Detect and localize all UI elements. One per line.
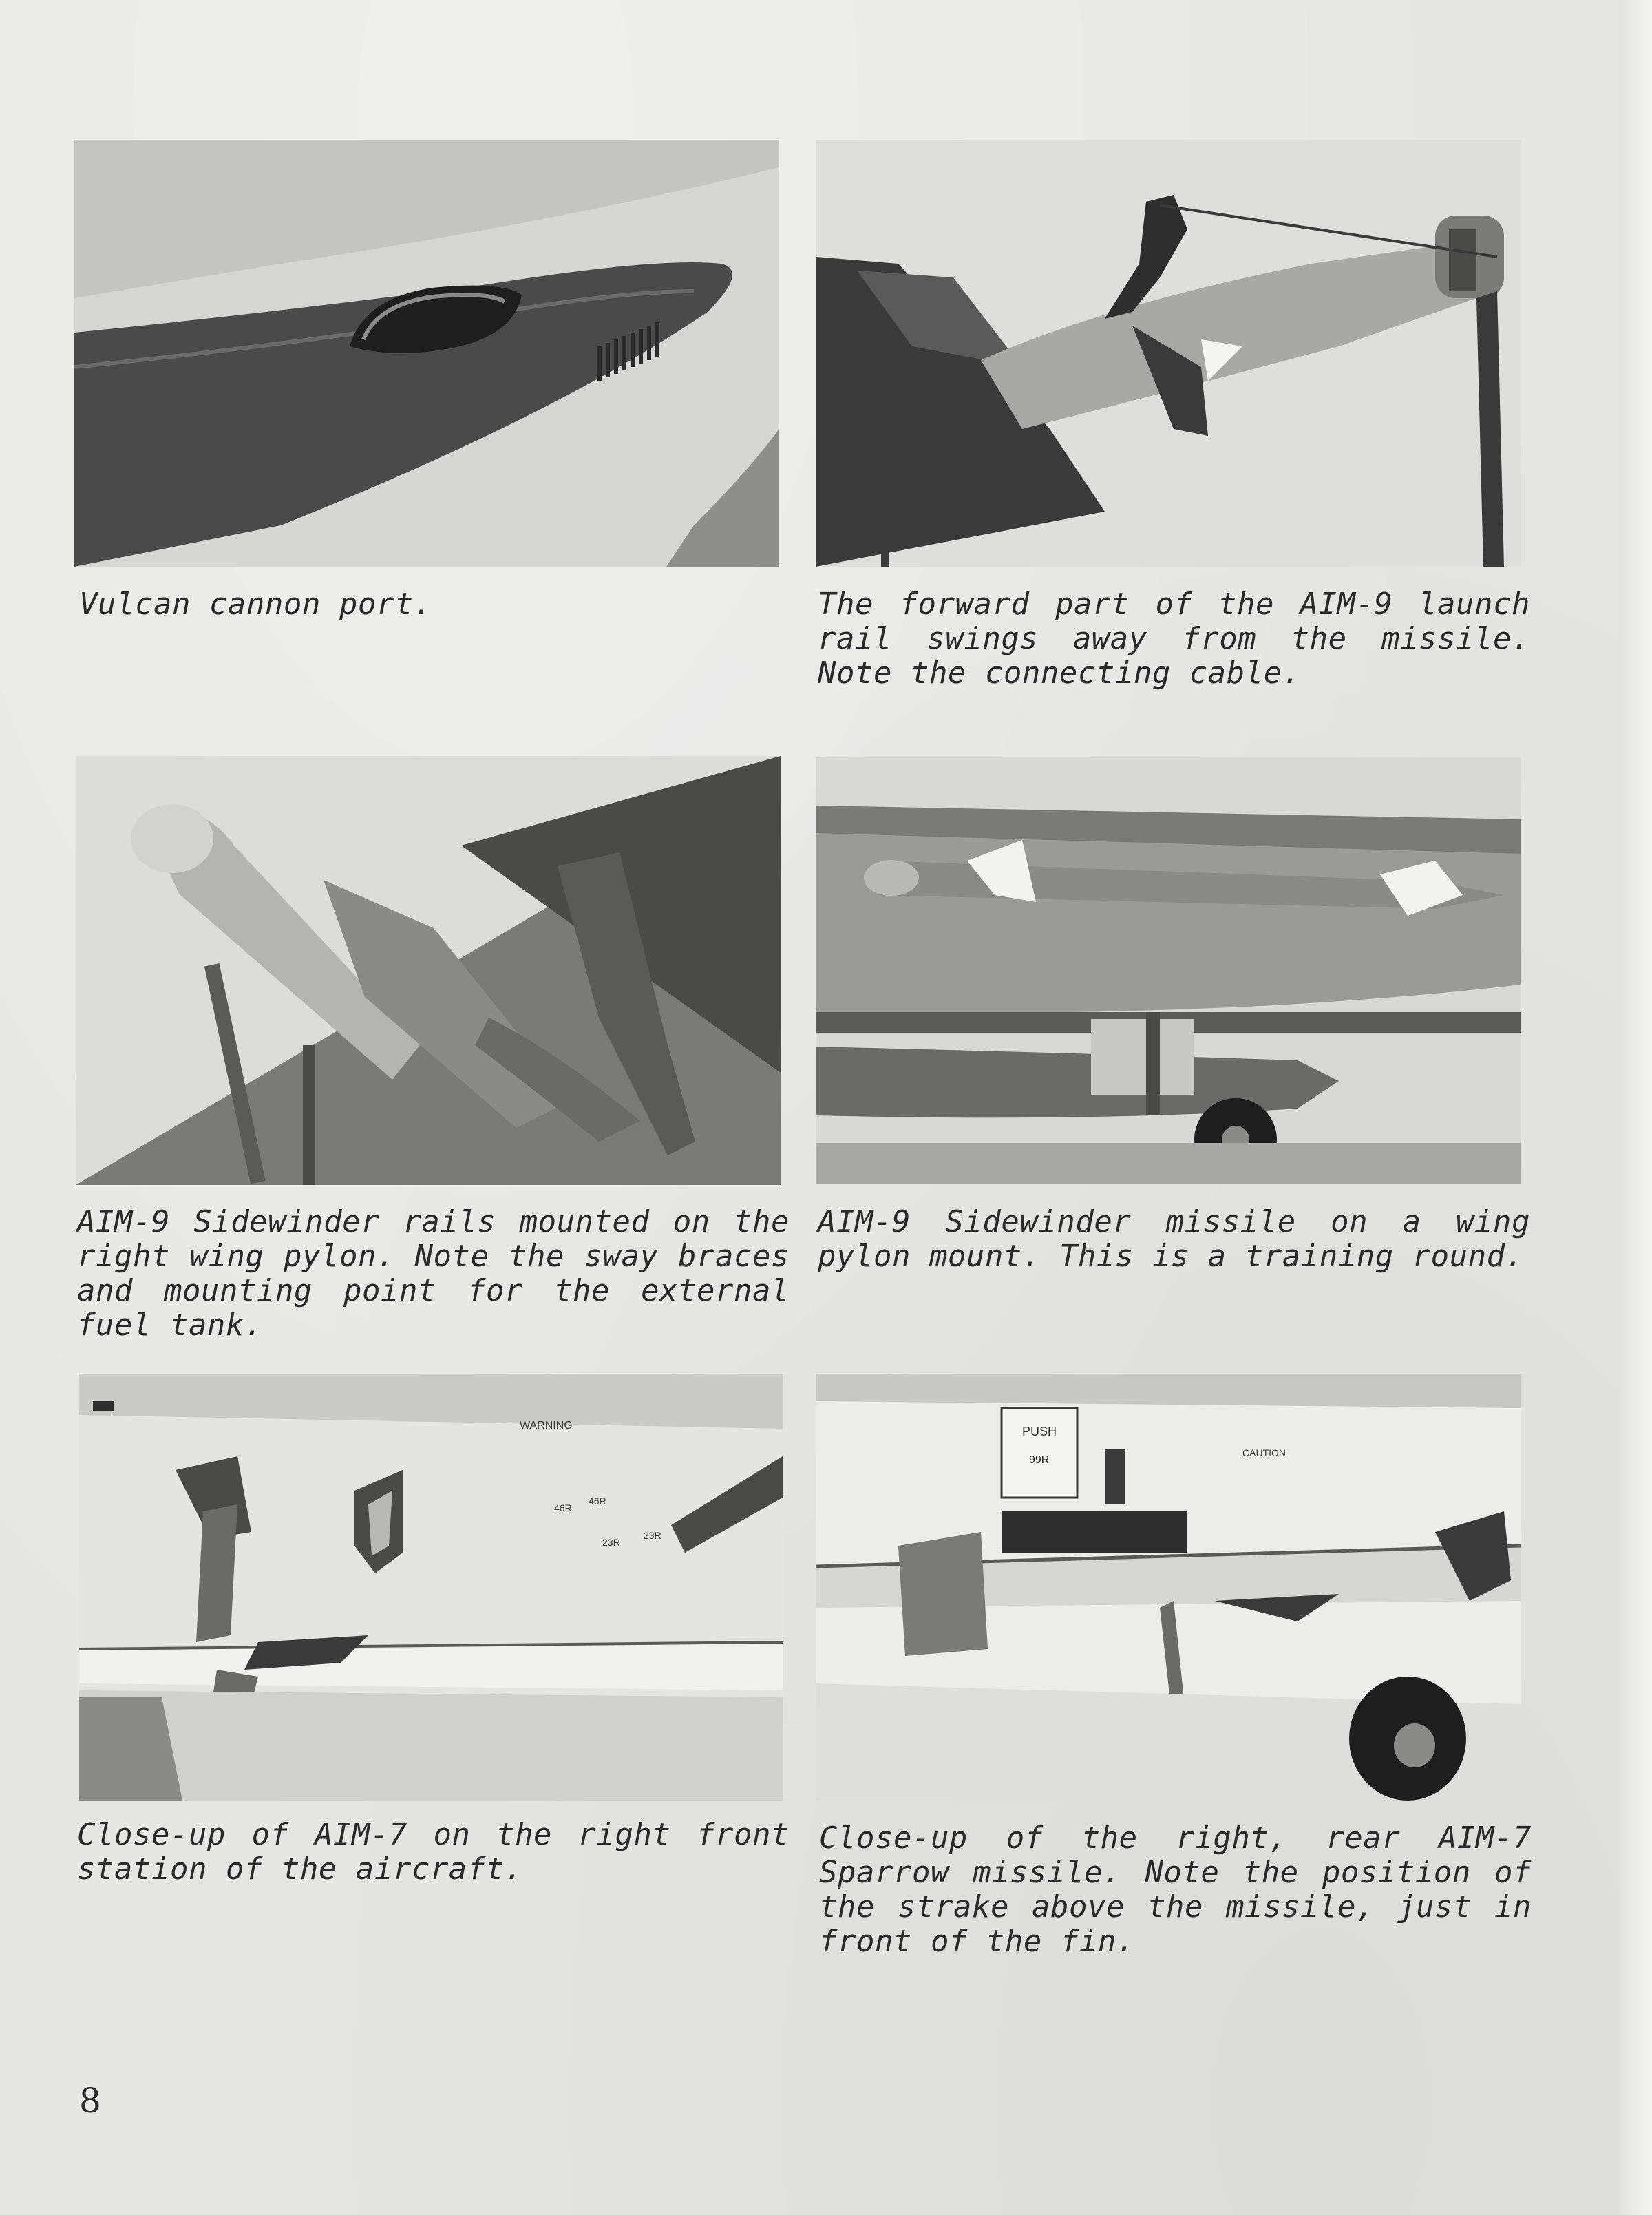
station-marking-99r: 99R xyxy=(1029,1454,1050,1466)
launch-rail-image xyxy=(816,140,1521,567)
warning-marking: WARNING xyxy=(520,1420,573,1431)
station-marking-23r-a: 23R xyxy=(602,1537,620,1548)
page-number: 8 xyxy=(79,2081,101,2121)
station-marking-46r-b: 46R xyxy=(589,1495,606,1507)
caution-marking: CAUTION xyxy=(1242,1447,1286,1458)
aim7-rear-image xyxy=(816,1374,1521,1801)
photo-sidewinder-rails xyxy=(76,756,781,1185)
caption-aim7-rear: Close-up of the right, rear AIM-7 Sparrow missile. Note the position of the strake above the missile, just in front of the fin. xyxy=(819,1820,1532,1959)
caption-launch-rail: The forward part of the AIM-9 launch rail swings away from the missile. Note the connecting cable. xyxy=(818,587,1530,691)
photo-cannon-port xyxy=(74,140,779,567)
photo-aim7-rear xyxy=(816,1374,1521,1801)
aim7-front-image xyxy=(79,1374,783,1801)
page-edge xyxy=(1619,0,1652,2215)
caption-sidewinder-pylon: AIM-9 Sidewinder missile on a wing pylon mount. This is a training round. xyxy=(818,1204,1530,1274)
station-marking-23r-b: 23R xyxy=(644,1530,661,1541)
station-marking-46r-a: 46R xyxy=(554,1502,572,1513)
cannon-port-image xyxy=(74,140,779,567)
photo-aim7-front xyxy=(79,1374,783,1801)
caption-cannon-port: Vulcan cannon port. xyxy=(79,587,432,622)
push-marking: PUSH xyxy=(1022,1425,1057,1438)
photo-launch-rail xyxy=(816,140,1521,567)
photo-sidewinder-pylon xyxy=(816,757,1521,1184)
caption-sidewinder-rails: AIM-9 Sidewinder rails mounted on the right wing pylon. Note the sway braces and mounting point for the external fuel tank. xyxy=(77,1204,790,1343)
sidewinder-pylon-image xyxy=(816,757,1521,1184)
sidewinder-rails-image xyxy=(76,756,781,1185)
caption-aim7-front: Close-up of AIM-7 on the right front station of the aircraft. xyxy=(77,1817,790,1887)
